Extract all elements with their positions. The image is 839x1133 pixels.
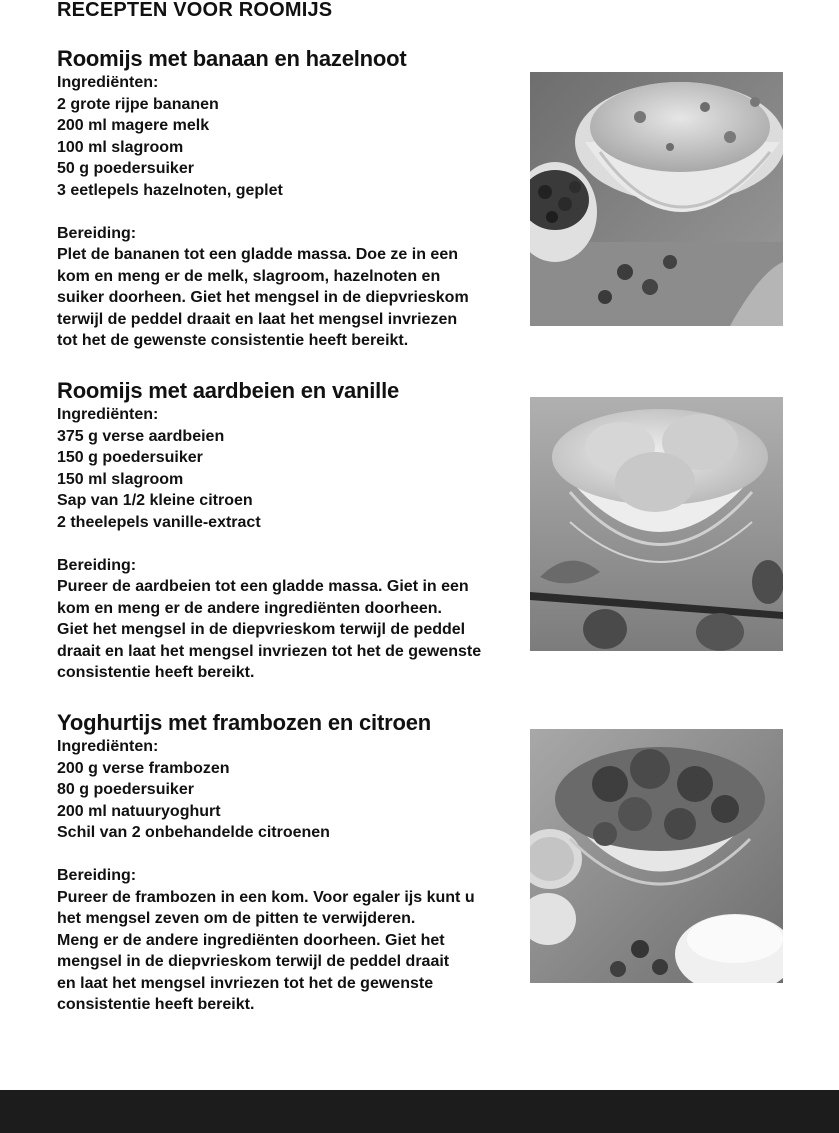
ingredients-label: Ingrediënten: [57, 74, 159, 91]
method-line: het mengsel zeven om de pitten te verwijderen. [57, 910, 416, 927]
method-line: tot het de gewenste consistentie heeft bereikt. [57, 332, 409, 349]
method-line: Pureer de aardbeien tot een gladde massa. Giet in een [57, 578, 469, 595]
photo-banana-hazelnut-ice-cream [530, 72, 783, 326]
ingredients-label: Ingrediënten: [57, 738, 159, 755]
method-line: Giet het mengsel in de diepvrieskom terwijl de peddel [57, 621, 466, 638]
recipe-title: Yoghurtijs met frambozen en citroen [57, 710, 431, 735]
method-line: Meng er de andere ingrediënten doorheen. Giet het [57, 931, 445, 949]
method-text [57, 887, 537, 1016]
photo-raspberry-lemon-frozen-yoghurt [530, 729, 783, 983]
method-line: kom en meng er de melk, slagroom, hazelnoten en [57, 267, 441, 285]
ingredient-item: Sap van 1/2 kleine citroen [57, 492, 253, 509]
footer-bar [0, 1090, 839, 1133]
ingredient-item: 150 ml slagroom [57, 470, 184, 488]
ingredient-item: 100 ml slagroom [57, 138, 184, 156]
method-line: suiker doorheen. Giet het mengsel in de diepvrieskom [57, 289, 469, 306]
recipe-raspberry-lemon [57, 710, 537, 1016]
method-text [57, 244, 537, 352]
method-line: terwijl de peddel draait en laat het mengsel invriezen [57, 310, 458, 328]
ingredient-item: 200 ml natuuryoghurt [57, 802, 221, 820]
method-line: Pureer de frambozen in een kom. Voor egaler ijs kunt u [57, 888, 475, 906]
recipe-title: Roomijs met aardbeien en vanille [57, 378, 400, 403]
ingredient-item: 200 ml magere melk [57, 117, 210, 134]
ingredient-item: 2 theelepels vanille-extract [57, 513, 261, 531]
ingredient-item: 200 g verse frambozen [57, 759, 230, 777]
ingredient-item: 50 g poedersuiker [57, 160, 194, 177]
recipe-title: Roomijs met banaan en hazelnoot [57, 46, 407, 71]
ingredients-label: Ingrediënten: [57, 406, 159, 423]
method-label: Bereiding: [57, 224, 137, 242]
method-label: Bereiding: [57, 556, 137, 574]
ingredients-list [57, 94, 537, 202]
ingredients-list [57, 426, 537, 534]
ingredient-item: 2 grote rijpe bananen [57, 95, 219, 113]
ingredients-list [57, 758, 537, 844]
page-title: RECEPTEN VOOR ROOMIJS [57, 0, 333, 21]
method-line: Plet de bananen tot een gladde massa. Doe ze in een [57, 246, 458, 263]
recipe-strawberry-vanilla [57, 378, 537, 684]
method-label: Bereiding: [57, 867, 137, 884]
ingredient-item: 3 eetlepels hazelnoten, geplet [57, 181, 283, 199]
method-line: kom en meng er de andere ingrediënten doorheen. [57, 599, 442, 617]
ingredient-item: 375 g verse aardbeien [57, 427, 225, 445]
ingredient-item: 150 g poedersuiker [57, 449, 203, 466]
method-line: en laat het mengsel invriezen tot het de gewenste [57, 974, 434, 992]
photo-strawberry-vanilla-ice-cream [530, 397, 783, 651]
method-line: draait en laat het mengsel invriezen tot het de gewenste [57, 642, 482, 660]
method-line: mengsel in de diepvrieskom terwijl de peddel draait [57, 953, 450, 970]
ingredient-item: 80 g poedersuiker [57, 781, 194, 798]
recipe-banana-hazelnut [57, 46, 537, 352]
method-text [57, 576, 537, 684]
method-line: consistentie heeft bereikt. [57, 664, 255, 681]
ingredient-item: Schil van 2 onbehandelde citroenen [57, 824, 330, 841]
method-line: consistentie heeft bereikt. [57, 996, 255, 1013]
